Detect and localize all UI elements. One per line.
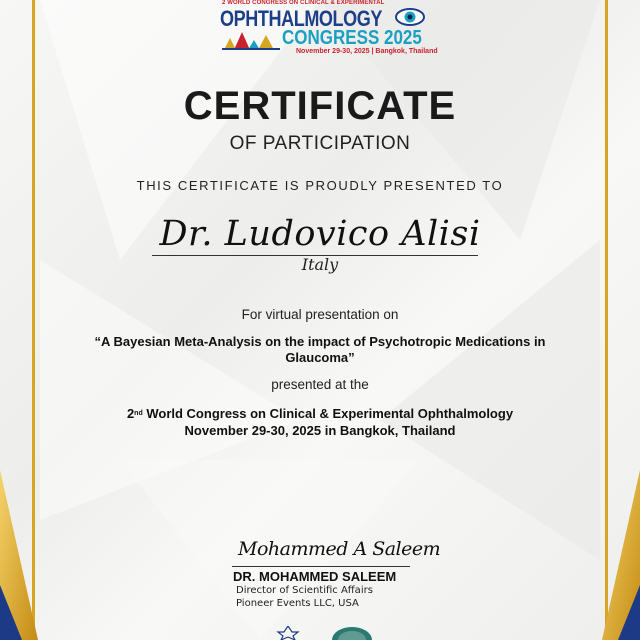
congress-name-text: World Congress on Clinical & Experimental Ophthalmology: [142, 406, 514, 421]
eye-icon: [395, 8, 425, 26]
recipient-country: Italy: [301, 255, 339, 274]
certificate-subtitle: OF PARTICIPATION: [229, 133, 411, 154]
signatory-name: DR. MOHAMMED SALEEM: [233, 569, 397, 584]
recipient-name: Dr. Ludovico Alisi: [159, 214, 481, 254]
bangkok-skyline-icon: [222, 30, 280, 50]
congress-ordinal: 2: [126, 406, 135, 421]
signatory-organization: Pioneer Events LLC, USA: [236, 598, 359, 609]
congress-logo: [220, 0, 438, 58]
accreditation-seal-icon: [330, 626, 374, 640]
paper-title: “A Bayesian Meta-Analysis on the impact of Psychotropic Medications in Glaucoma”: [94, 334, 546, 365]
presentation-type: For virtual presentation on: [241, 307, 399, 322]
handwritten-signature: Mohammed A Saleem: [238, 538, 441, 560]
presented-at-text: presented at the: [271, 377, 369, 392]
congress-dates: November 29-30, 2025 in Bangkok, Thailand: [184, 423, 456, 438]
logo-title-line1: OPHTHALMOLOGY: [220, 6, 383, 31]
congress-name: [0, 405, 640, 422]
signature-line: [232, 566, 410, 567]
logo-top-line: 2 WORLD CONGRESS ON CLINICAL & EXPERIMENTAL: [222, 0, 385, 6]
presented-to-text: THIS CERTIFICATE IS PROUDLY PRESENTED TO: [136, 178, 504, 193]
congress-details: [0, 405, 640, 439]
signatory-role: Director of Scientific Affairs: [236, 585, 373, 596]
congress-ordinal-suffix: nd: [134, 410, 143, 417]
logo-title-line2: CONGRESS 2025: [282, 27, 422, 49]
certificate-title: CERTIFICATE: [183, 84, 457, 128]
partner-badge-icon: [268, 626, 308, 640]
logo-date-line: November 29-30, 2025 | Bangkok, Thailand: [296, 48, 438, 55]
